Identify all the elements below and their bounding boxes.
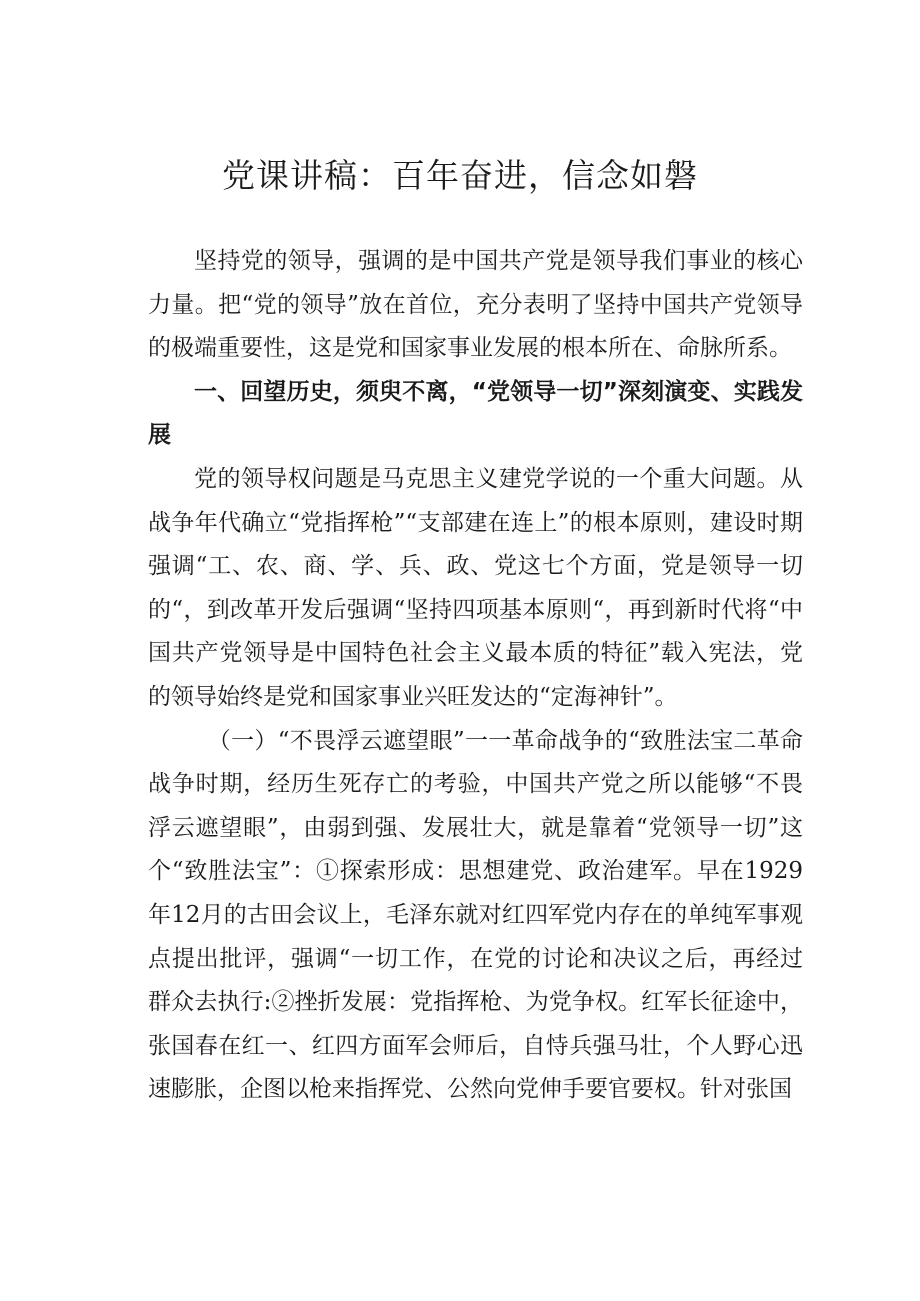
intro-paragraph: 坚持党的领导，强调的是中国共产党是领导我们事业的核心力量。把“党的领导”放在首位，充分表明了坚持中国共产党领导的极端重要性，这是党和国家事业发展的根本所在、命脉所系。 [148, 248, 803, 362]
section-heading-1: 一、回望历史，须臾不离，“党领导一切”深刻演变、实践发展 [148, 378, 803, 449]
subsection-paragraph-1: （一）“不畏浮云遮望眼”一一革命战争的“致胜法宝二革命战争时期，经历生死存亡的考验，中国共产党之所以能够“不畏浮云遮望眼”，由弱到强、发展壮大，就是靠着“党领导一切”这个“致胜法宝”：①探索形成：思想建党、政治建军。早在1929年12月的古田会议上，毛泽东就对红四军党内存在的单纯军事观点提出批评，强调“一切工作，在党的讨论和决议之后，再经过群众去执行:②挫折发展：党指挥枪、为党争权。红军长征途中，张国春在红一、红四方面军会师后，自恃兵强马壮，个人野心迅速膨胀，企图以枪来指挥党、公然向党伸手要官要权。针对张国 [148, 727, 803, 1103]
history-paragraph: 党的领导权问题是马克思主义建党学说的一个重大问题。从战争年代确立“党指挥枪”“支部建在连上”的根本原则，建设时期强调“工、农、商、学、兵、政、党这七个方面，党是领导一切的“，到改革开发后强调“坚持四项基本原则“，再到新时代将“中国共产党领导是中国特色社会主义最本质的特征”载入宪法，党的领导始终是党和国家事业兴旺发达的“定海神针”。 [148, 465, 803, 710]
document-body [148, 240, 803, 1112]
document-title: 党课讲稿：百年奋进，信念如磐 [222, 156, 698, 195]
